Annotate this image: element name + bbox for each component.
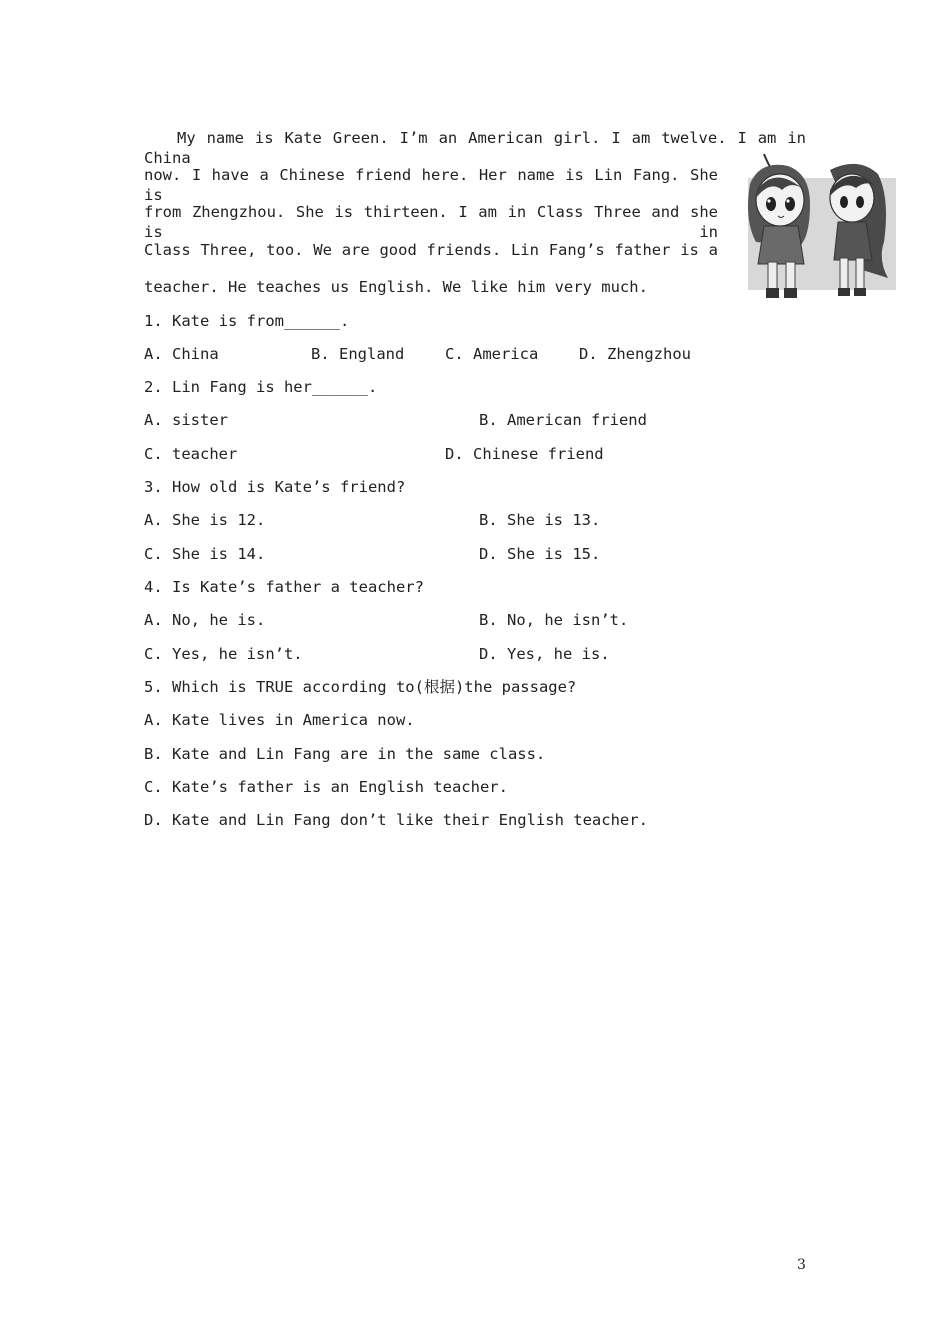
question-1: 1. Kate is from______. (144, 312, 350, 330)
q5-option-d: D. Kate and Lin Fang don’t like their English teacher. (144, 811, 648, 829)
passage-line-1: My name is Kate Green. I’m an American girl. I am twelve. I am in China (144, 129, 806, 167)
q3-option-b: B. She is 13. (479, 511, 601, 529)
passage-line-4: Class Three, too. We are good friends. Lin Fang’s father is a (144, 241, 718, 259)
question-4: 4. Is Kate’s father a teacher? (144, 578, 424, 596)
passage-line-2: now. I have a Chinese friend here. Her name is Lin Fang. She is (144, 166, 718, 204)
q1-option-c: C. America (445, 345, 539, 363)
q1-option-b: B. England (311, 345, 405, 363)
q1-option-d: D. Zhengzhou (579, 345, 691, 363)
q2-option-a: A. sister (144, 411, 228, 429)
q4-option-d: D. Yes, he is. (479, 645, 610, 663)
passage-line-5: teacher. He teaches us English. We like him very much. (144, 278, 648, 296)
passage-line-3: from Zhengzhou. She is thirteen. I am in Class Three and she is in (144, 203, 718, 241)
q5-option-b: B. Kate and Lin Fang are in the same class. (144, 745, 546, 763)
question-3: 3. How old is Kate’s friend? (144, 478, 406, 496)
q4-option-a: A. No, he is. (144, 611, 266, 629)
question-2: 2. Lin Fang is her______. (144, 378, 378, 396)
page-number: 3 (797, 1257, 806, 1273)
question-5: 5. Which is TRUE according to(根据)the passage? (144, 678, 577, 696)
two-anime-girls-illustration (738, 150, 904, 310)
q5-option-a: A. Kate lives in America now. (144, 711, 415, 729)
q4-option-c: C. Yes, he isn’t. (144, 645, 303, 663)
q3-option-a: A. She is 12. (144, 511, 266, 529)
q3-option-c: C. She is 14. (144, 545, 266, 563)
q2-option-b: B. American friend (479, 411, 647, 429)
q4-option-b: B. No, he isn’t. (479, 611, 629, 629)
q3-option-d: D. She is 15. (479, 545, 601, 563)
q2-option-d: D. Chinese friend (445, 445, 604, 463)
q2-option-c: C. teacher (144, 445, 238, 463)
q1-option-a: A. China (144, 345, 219, 363)
q5-option-c: C. Kate’s father is an English teacher. (144, 778, 508, 796)
